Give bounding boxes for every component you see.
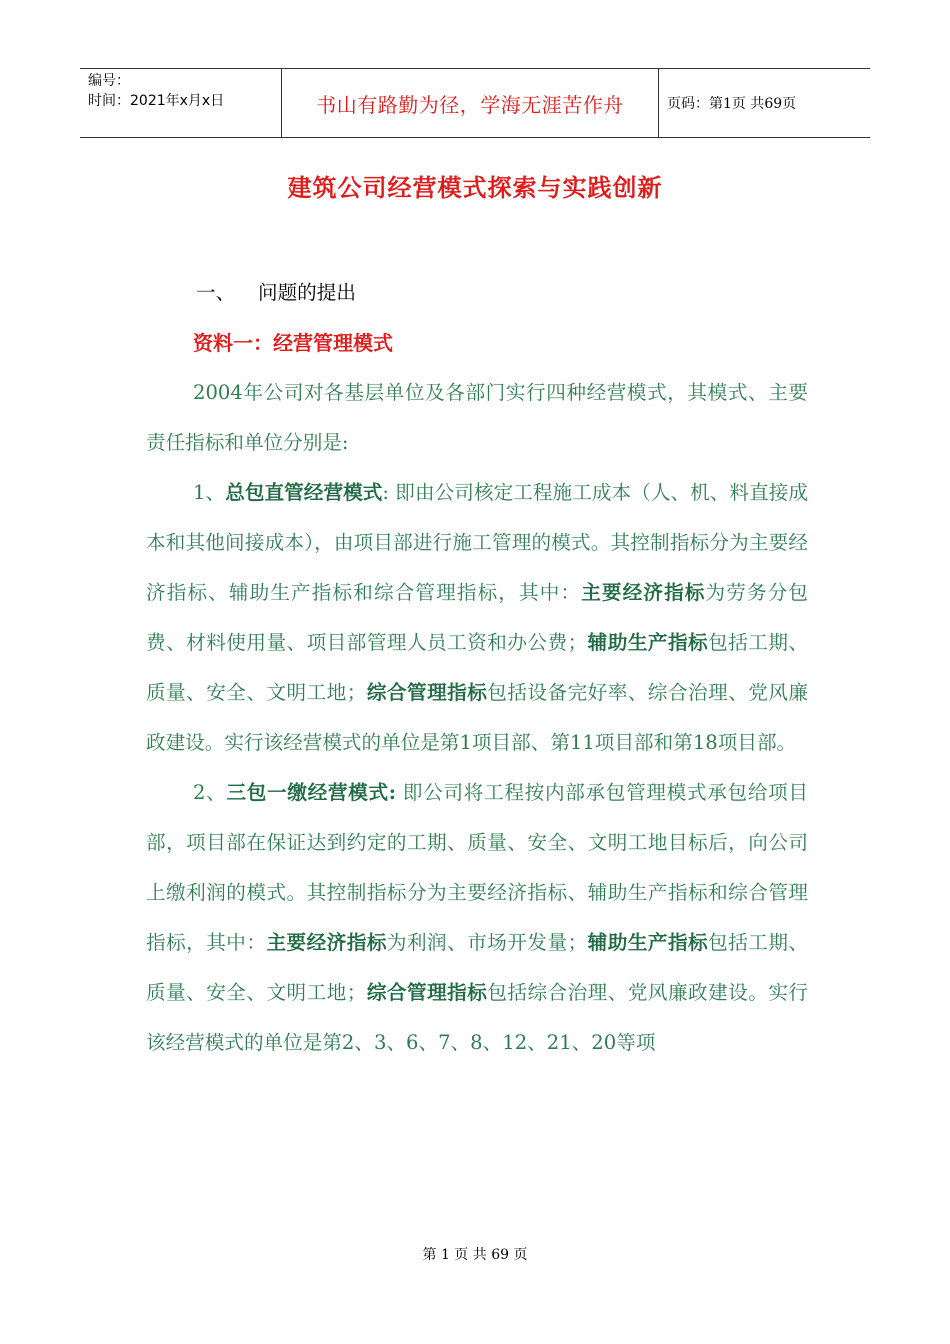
section-number: 一、 [196,281,236,304]
header-motto: 书山有路勤为径，学海无涯苦作舟 [282,69,659,137]
bold-term: 辅助生产指标 [587,631,709,654]
section-heading [146,268,808,318]
header-meta-cell [80,69,282,137]
paragraph-mode-1 [146,468,808,768]
paragraph-mode-2 [146,768,808,1068]
paragraph-text: 为劳务分包费、材料使用量、项目部管理人员工资和办公费； [146,581,809,654]
bold-term: 主要经济指标 [266,931,387,954]
header-page-info: 页码：第1页 共69页 [667,96,797,112]
paragraph-text: 包括综合治理、党风廉政建设。实行该经营模式的单位是第2、3、6、7、8、12、21、20等项 [146,981,809,1054]
paragraph-text: : 即由公司核定工程施工成本（人、机、料直接成本和其他间接成本），由项目部进行施工管理的模式。其控制指标分为主要经济指标、辅助生产指标和综合管理指标，其中： [146,481,808,604]
time-label: 时间：2021年x月x日 [88,93,225,109]
document-body [146,268,808,1068]
bold-term: 总包直管经营模式 [225,481,383,504]
section-text: 问题的提出 [258,281,356,304]
document-title: 建筑公司经营模式探索与实践创新 [287,173,663,202]
page-footer: 第 1 页 共 69 页 [422,1247,528,1263]
bold-term: 综合管理指标 [366,681,488,704]
paragraph-lead: 2、 [193,781,227,804]
code-label: 编号： [88,73,130,89]
paragraph-text: 为利润、市场开发量； [386,931,588,954]
paragraph-text: 包括设备完好率、综合治理、党风廉政建设。实行该经营模式的单位是第1项目部、第11项目部和第18项目部。 [146,681,809,754]
intro-paragraph: 2004年公司对各基层单位及各部门实行四种经营模式，其模式、主要责任指标和单位分别是: [146,381,808,454]
paragraph-lead: 1、 [193,481,226,504]
paragraph-text: 包括工期、质量、安全、文明工地； [146,931,809,1004]
header-table [80,68,870,138]
paragraph-text: 即公司将工程按内部承包管理模式承包给项目部，项目部在保证达到约定的工期、质量、安全、文明工地目标后，向公司上缴利润的模式。其控制指标分为主要经济指标、辅助生产指标和综合管理指标，其中： [146,781,808,954]
bold-term: 综合管理指标 [366,981,488,1004]
bold-term: 主要经济指标 [581,581,706,604]
subheading: 资料一：经营管理模式 [193,331,393,355]
paragraph-text: 包括工期、质量、安全、文明工地； [146,631,809,704]
bold-term: 辅助生产指标 [587,931,709,954]
bold-term: 三包一缴经营模式: [226,781,396,804]
